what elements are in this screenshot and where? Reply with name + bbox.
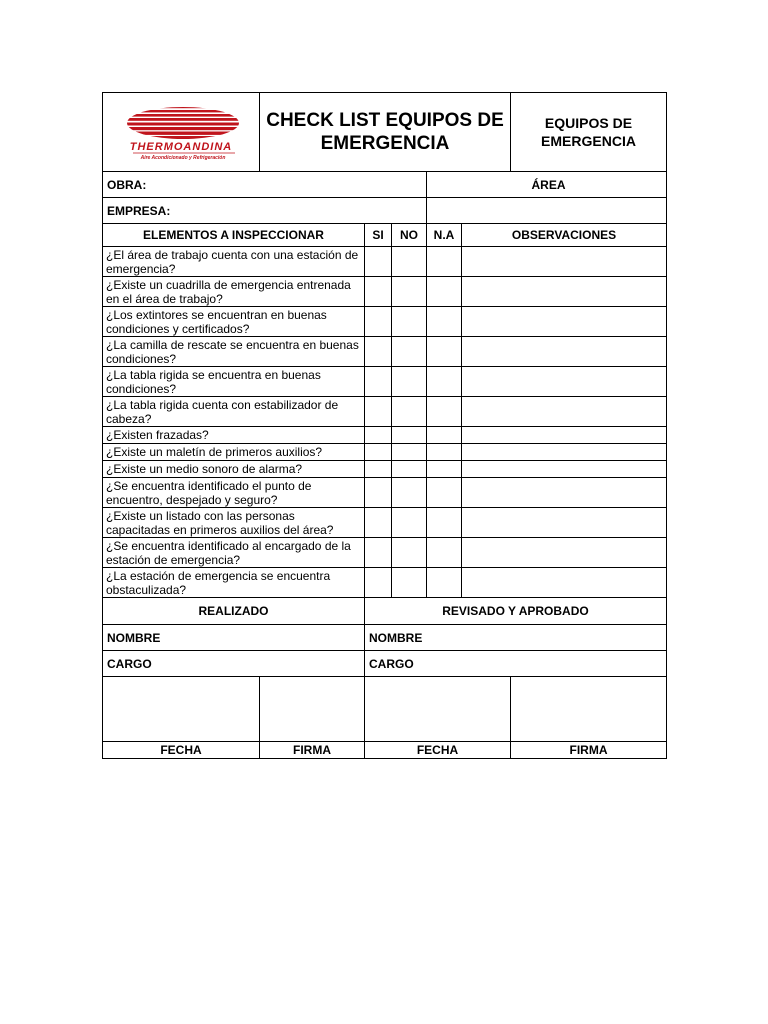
question-row: [103, 461, 667, 478]
signoff-header-row: [103, 598, 667, 625]
nombre-row: [103, 625, 667, 651]
observaciones-cell[interactable]: [462, 461, 667, 478]
question-text: ¿Existe un listado con las personas capacitadas en primeros auxilios del área?: [103, 508, 365, 538]
si-cell[interactable]: [365, 461, 392, 478]
column-header-row: [103, 224, 667, 247]
no-cell[interactable]: [392, 478, 427, 508]
no-cell[interactable]: [392, 538, 427, 568]
obra-field[interactable]: OBRA:: [103, 172, 427, 198]
signature-label-row: [103, 742, 667, 759]
question-text: ¿La tabla rigida cuenta con estabilizador de cabeza?: [103, 397, 365, 427]
col-elementos: ELEMENTOS A INSPECCIONAR: [103, 224, 365, 247]
empresa-row: [103, 198, 667, 224]
question-row: [103, 397, 667, 427]
question-row: [103, 508, 667, 538]
na-cell[interactable]: [427, 337, 462, 367]
page-subtitle: EQUIPOS DE EMERGENCIA: [511, 93, 667, 172]
na-cell[interactable]: [427, 538, 462, 568]
si-cell[interactable]: [365, 538, 392, 568]
no-cell[interactable]: [392, 444, 427, 461]
revisado-firma-label: FIRMA: [511, 742, 667, 759]
na-cell[interactable]: [427, 478, 462, 508]
na-cell[interactable]: [427, 508, 462, 538]
si-cell[interactable]: [365, 478, 392, 508]
header-row: [103, 93, 667, 172]
realizado-firma-label: FIRMA: [260, 742, 365, 759]
realizado-heading: REALIZADO: [103, 598, 365, 625]
logo-cell: [103, 93, 260, 172]
si-cell[interactable]: [365, 307, 392, 337]
empresa-field[interactable]: EMPRESA:: [103, 198, 427, 224]
question-text: ¿Existe un cuadrilla de emergencia entrenada en el área de trabajo?: [103, 277, 365, 307]
na-cell[interactable]: [427, 461, 462, 478]
observaciones-cell[interactable]: [462, 568, 667, 598]
question-text: ¿La camilla de rescate se encuentra en buenas condiciones?: [103, 337, 365, 367]
observaciones-cell[interactable]: [462, 444, 667, 461]
col-na: N.A: [427, 224, 462, 247]
signature-box-row: [103, 677, 667, 742]
empresa-value-cell[interactable]: [427, 198, 667, 224]
question-row: [103, 478, 667, 508]
page-title: CHECK LIST EQUIPOS DE EMERGENCIA: [260, 93, 511, 172]
no-cell[interactable]: [392, 461, 427, 478]
observaciones-cell[interactable]: [462, 307, 667, 337]
si-cell[interactable]: [365, 247, 392, 277]
question-row: [103, 307, 667, 337]
realizado-firma-box[interactable]: [260, 677, 365, 742]
question-text: ¿Existe un maletín de primeros auxilios?: [103, 444, 365, 461]
si-cell[interactable]: [365, 337, 392, 367]
question-row: [103, 247, 667, 277]
question-text: ¿Existe un medio sonoro de alarma?: [103, 461, 365, 478]
na-cell[interactable]: [427, 367, 462, 397]
na-cell[interactable]: [427, 427, 462, 444]
na-cell[interactable]: [427, 444, 462, 461]
no-cell[interactable]: [392, 367, 427, 397]
col-no: NO: [392, 224, 427, 247]
revisado-fecha-label: FECHA: [365, 742, 511, 759]
realizado-cargo-field[interactable]: CARGO: [103, 651, 365, 677]
col-observaciones: OBSERVACIONES: [462, 224, 667, 247]
question-text: ¿La estación de emergencia se encuentra obstaculizada?: [103, 568, 365, 598]
revisado-nombre-field[interactable]: NOMBRE: [365, 625, 667, 651]
realizado-fecha-box[interactable]: [103, 677, 260, 742]
thermoandina-logo: [111, 97, 251, 163]
question-row: [103, 427, 667, 444]
observaciones-cell[interactable]: [462, 508, 667, 538]
question-row: [103, 538, 667, 568]
question-text: ¿Se encuentra identificado el punto de encuentro, despejado y seguro?: [103, 478, 365, 508]
revisado-heading: REVISADO Y APROBADO: [365, 598, 667, 625]
observaciones-cell[interactable]: [462, 538, 667, 568]
svg-text:Aire Acondicionado y Refrigera: Aire Acondicionado y Refrigeración: [140, 154, 226, 161]
col-si: SI: [365, 224, 392, 247]
area-field[interactable]: ÁREA: [427, 172, 667, 198]
no-cell[interactable]: [392, 397, 427, 427]
no-cell[interactable]: [392, 508, 427, 538]
checklist-table: [102, 92, 667, 759]
no-cell[interactable]: [392, 427, 427, 444]
realizado-nombre-field[interactable]: NOMBRE: [103, 625, 365, 651]
observaciones-cell[interactable]: [462, 277, 667, 307]
observaciones-cell[interactable]: [462, 367, 667, 397]
si-cell[interactable]: [365, 277, 392, 307]
si-cell[interactable]: [365, 508, 392, 538]
revisado-cargo-field[interactable]: CARGO: [365, 651, 667, 677]
si-cell[interactable]: [365, 568, 392, 598]
question-text: ¿El área de trabajo cuenta con una estación de emergencia?: [103, 247, 365, 277]
observaciones-cell[interactable]: [462, 397, 667, 427]
observaciones-cell[interactable]: [462, 427, 667, 444]
question-text: ¿Se encuentra identificado al encargado de la estación de emergencia?: [103, 538, 365, 568]
si-cell[interactable]: [365, 367, 392, 397]
observaciones-cell[interactable]: [462, 478, 667, 508]
no-cell[interactable]: [392, 247, 427, 277]
revisado-firma-box[interactable]: [511, 677, 667, 742]
checklist-sheet: [102, 92, 666, 759]
si-cell[interactable]: [365, 397, 392, 427]
question-row: [103, 337, 667, 367]
cargo-row: [103, 651, 667, 677]
na-cell[interactable]: [427, 247, 462, 277]
na-cell[interactable]: [427, 397, 462, 427]
revisado-fecha-box[interactable]: [365, 677, 511, 742]
si-cell[interactable]: [365, 427, 392, 444]
no-cell[interactable]: [392, 277, 427, 307]
si-cell[interactable]: [365, 444, 392, 461]
obra-row: [103, 172, 667, 198]
question-text: ¿Los extintores se encuentran en buenas condiciones y certificados?: [103, 307, 365, 337]
question-text: ¿Existen frazadas?: [103, 427, 365, 444]
question-row: [103, 367, 667, 397]
question-row: [103, 568, 667, 598]
question-row: [103, 277, 667, 307]
svg-text:THERMOANDINA: THERMOANDINA: [129, 140, 233, 153]
observaciones-cell[interactable]: [462, 337, 667, 367]
na-cell[interactable]: [427, 568, 462, 598]
no-cell[interactable]: [392, 568, 427, 598]
question-row: [103, 444, 667, 461]
no-cell[interactable]: [392, 307, 427, 337]
na-cell[interactable]: [427, 307, 462, 337]
na-cell[interactable]: [427, 277, 462, 307]
observaciones-cell[interactable]: [462, 247, 667, 277]
no-cell[interactable]: [392, 337, 427, 367]
question-text: ¿La tabla rigida se encuentra en buenas condiciones?: [103, 367, 365, 397]
realizado-fecha-label: FECHA: [103, 742, 260, 759]
